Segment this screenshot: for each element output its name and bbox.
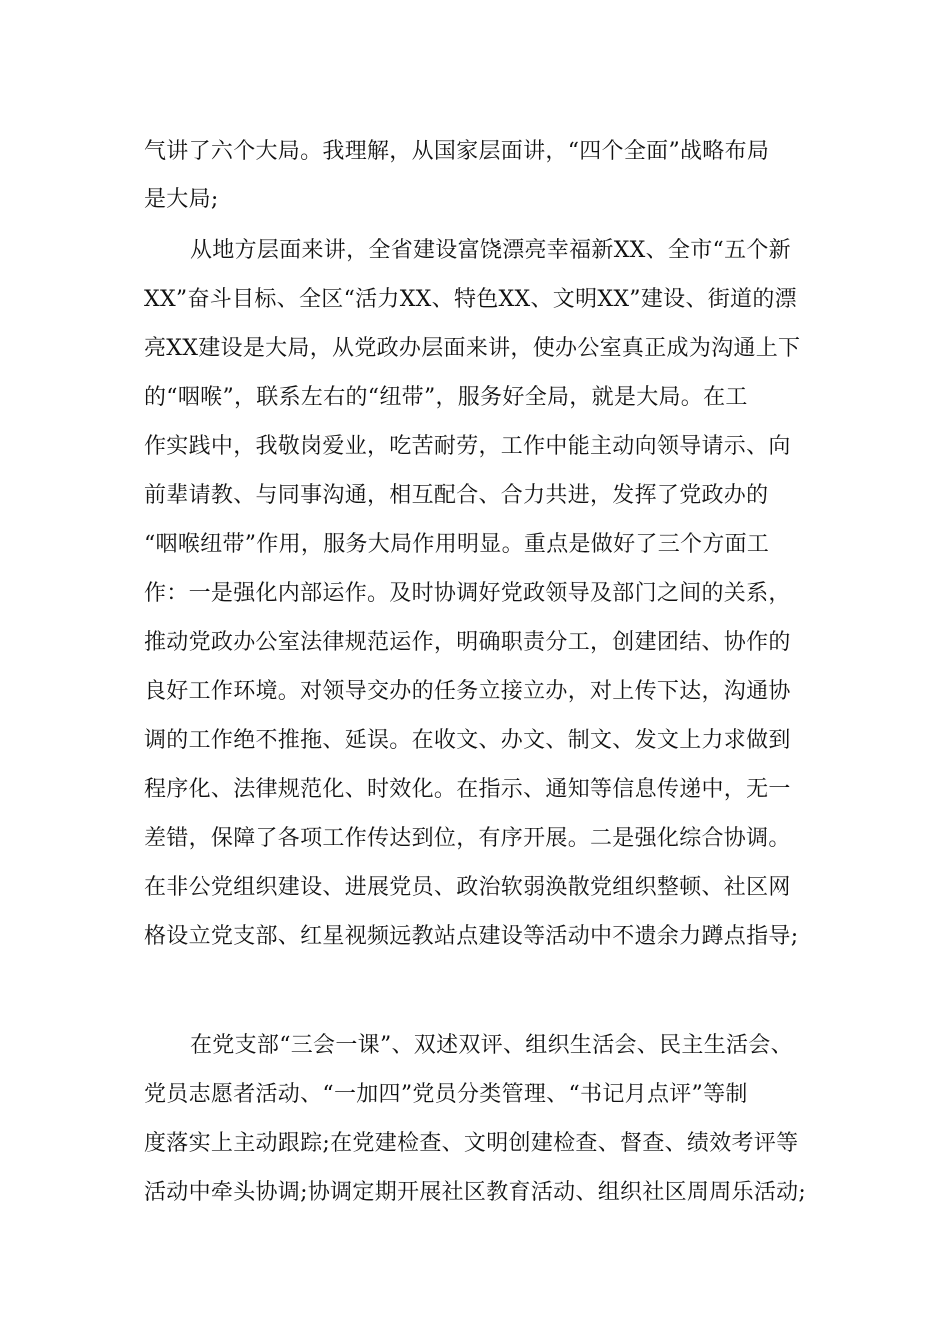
text-line: XX”奋斗目标、全区“活力XX、特色XX、文明XX”建设、街道的漂 (144, 287, 797, 312)
text-line: “咽喉纽带”作用，服务大局作用明显。重点是做好了三个方面工 (144, 532, 770, 557)
text-line: 程序化、法律规范化、时效化。在指示、通知等信息传递中，无一 (144, 777, 791, 802)
paragraph-first-line: 从地方层面来讲，全省建设富饶漂亮幸福新XX、全市“五个新 (190, 238, 791, 263)
text-line: 党员志愿者活动、“一加四”党员分类管理、“书记月点评”等制 (144, 1082, 748, 1107)
text-line: 格设立党支部、红星视频远教站点建设等活动中不遗余力蹲点指导; (144, 924, 799, 949)
text-line: 调的工作绝不推拖、延误。在收文、办文、制文、发文上力求做到 (144, 728, 791, 753)
text-line: 的“咽喉”，联系左右的“纽带”，服务好全局，就是大局。在工 (144, 385, 748, 410)
text-line: 良好工作环境。对领导交办的任务立接立办，对上传下达，沟通协 (144, 679, 791, 704)
paragraph-first-line: 在党支部“三会一课”、双述双评、组织生活会、民主生活会、 (190, 1033, 793, 1058)
text-line: 在非公党组织建设、进展党员、政治软弱涣散党组织整顿、社区网 (144, 875, 791, 900)
text-line: 亮XX建设是大局，从党政办层面来讲，使办公室真正成为沟通上下 (144, 336, 801, 361)
text-line: 推动党政办公室法律规范运作，明确职责分工，创建团结、协作的 (144, 630, 791, 655)
text-line: 是大局; (144, 187, 219, 212)
text-line: 度落实上主动跟踪;在党建检查、文明创建检查、督查、绩效考评等 (144, 1131, 799, 1156)
text-line: 活动中牵头协调;协调定期开展社区教育活动、组织社区周周乐活动; (144, 1180, 807, 1205)
text-line: 前辈请教、与同事沟通，相互配合、合力共进，发挥了党政办的 (144, 483, 769, 508)
text-line: 作：一是强化内部运作。及时协调好党政领导及部门之间的关系， (144, 581, 791, 606)
text-line: 作实践中，我敬岗爱业，吃苦耐劳，工作中能主动向领导请示、向 (144, 434, 791, 459)
text-line: 差错，保障了各项工作传达到位，有序开展。二是强化综合协调。 (144, 826, 791, 851)
text-line: 气讲了六个大局。我理解，从国家层面讲，“四个全面”战略布局 (144, 139, 770, 164)
